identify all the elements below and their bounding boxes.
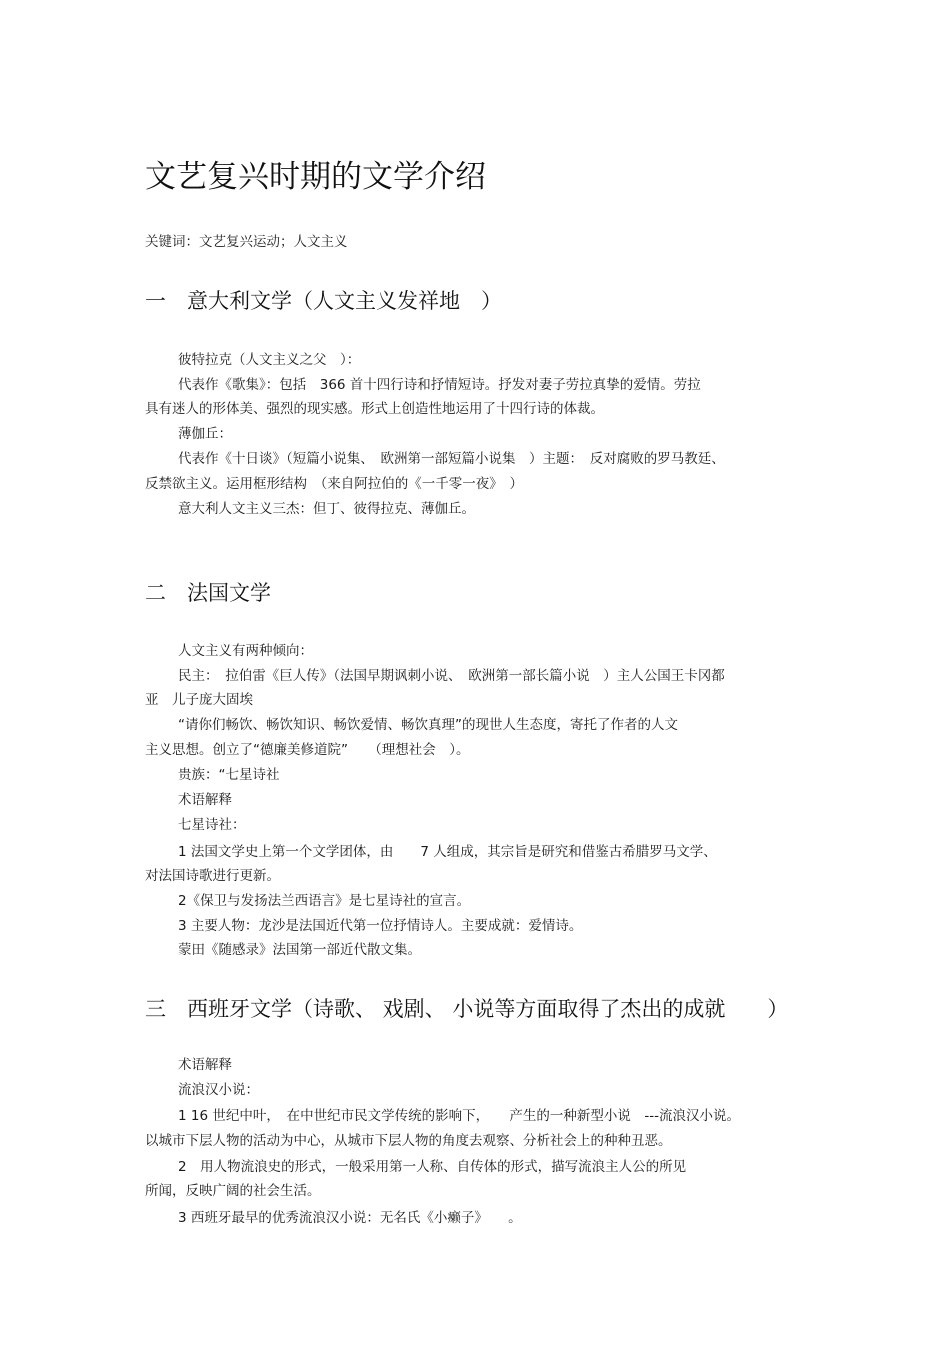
paragraph-line: 1 16 世纪中叶， 在中世纪市民文学传统的影响下， 产生的一种新型小说 ---流浪汉小说。 [178,1108,740,1124]
paragraph-line: 七星诗社： [178,817,246,833]
paragraph-line: 术语解释 [178,792,232,808]
paragraph-line: 具有迷人的形体美、强烈的现实感。形式上创造性地运用了十四行诗的体裁。 [145,401,604,417]
keywords-line: 关键词：文艺复兴运动；人文主义 [145,234,348,250]
paragraph-line: 主义思想。创立了“德廉美修道院” （理想社会 ）。 [145,742,470,758]
paragraph-line: 3 主要人物：龙沙是法国近代第一位抒情诗人。主要成就：爱情诗。 [178,918,583,934]
paragraph-line: 以城市下层人物的活动为中心，从城市下层人物的角度去观察、分析社会上的种种丑恶。 [145,1133,672,1149]
paragraph-line: 代表作《十日谈》（短篇小说集、 欧洲第一部短篇小说集 ）主题： 反对腐败的罗马教廷、 [178,451,725,467]
paragraph-line: 对法国诗歌进行更新。 [145,868,280,884]
section-heading-france: 二 法国文学 [145,581,271,605]
paragraph-line: 2《保卫与发扬法兰西语言》是七星诗社的宣言。 [178,893,471,909]
paragraph-line: 彼特拉克（人文主义之父 ）： [178,352,361,368]
paragraph-line: 民主： 拉伯雷《巨人传》（法国早期讽刺小说、 欧洲第一部长篇小说 ）主人公国王卡冈都 [178,668,725,684]
paragraph-line: 所闻，反映广阔的社会生活。 [145,1183,321,1199]
section-heading-italy: 一 意大利文学（人文主义发祥地 ） [145,289,502,313]
paragraph-line: 人文主义有两种倾向： [178,643,313,659]
page-title: 文艺复兴时期的文学介绍 [145,159,486,195]
paragraph-line: 薄伽丘： [178,426,232,442]
paragraph-line: 术语解释 [178,1057,232,1073]
paragraph-line: 意大利人文主义三杰：但丁、彼得拉克、薄伽丘。 [178,501,475,517]
paragraph-line: 亚 儿子庞大固埃 [145,692,253,708]
paragraph-line: 2 用人物流浪史的形式，一般采用第一人称、自传体的形式，描写流浪主人公的所见 [178,1159,687,1175]
paragraph-line: 蒙田《随感录》法国第一部近代散文集。 [178,942,421,958]
paragraph-line: 反禁欲主义。运用框形结构 （来自阿拉伯的《一千零一夜》 ） [145,476,523,492]
paragraph-line: “请你们畅饮、畅饮知识、畅饮爱情、畅饮真理”的现世人生态度，寄托了作者的人文 [178,717,678,733]
section-heading-spain: 三 西班牙文学（诗歌、 戏剧、 小说等方面取得了杰出的成就 ） [145,997,789,1021]
paragraph-line: 1 法国文学史上第一个文学团体，由 7 人组成，其宗旨是研究和借鉴古希腊罗马文学、 [178,844,717,860]
paragraph-line: 贵族：“七星诗社 [178,767,280,783]
paragraph-line: 流浪汉小说： [178,1082,259,1098]
paragraph-line: 3 西班牙最早的优秀流浪汉小说：无名氏《小癞子》 。 [178,1210,522,1226]
paragraph-line: 代表作《歌集》：包括 366 首十四行诗和抒情短诗。抒发对妻子劳拉真挚的爱情。劳拉 [178,377,701,393]
